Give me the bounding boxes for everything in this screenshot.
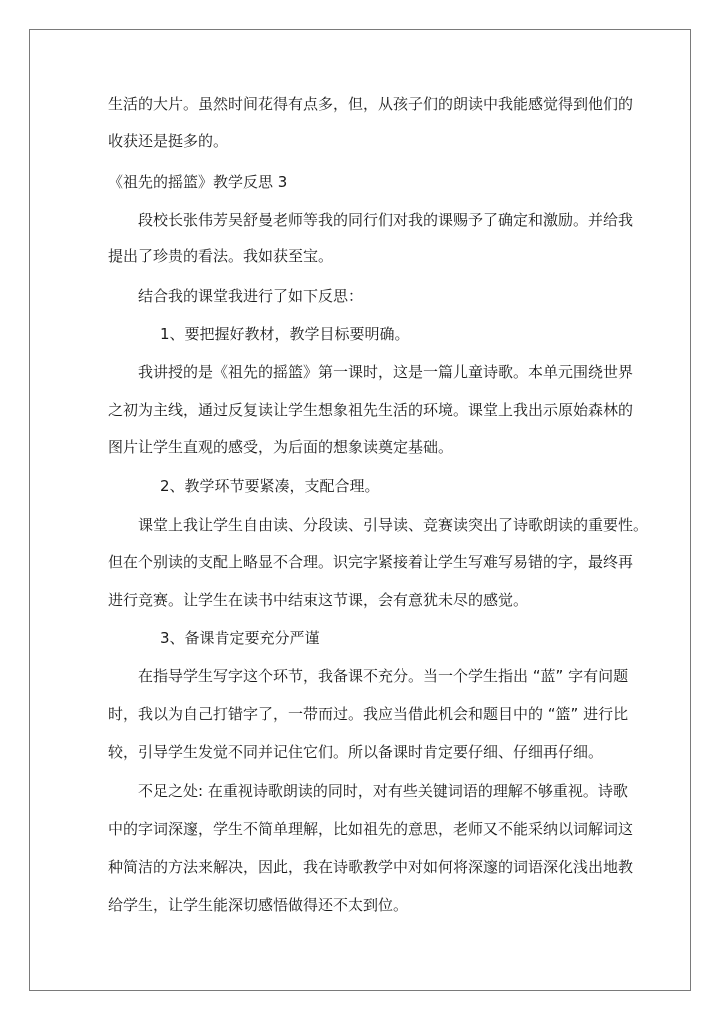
list-heading: 3、备课肯定要充分严谨: [160, 629, 320, 647]
text-line: 给学生，让学生能深切感悟做得还不太到位。: [108, 896, 409, 914]
text-line: 生活的大片。虽然时间花得有点多，但，从孩子们的朗读中我能感觉得到他们的: [108, 95, 634, 113]
text-line: 收获还是挺多的。: [108, 132, 229, 150]
text-line: 图片让学生直观的感受，为后面的想象读奠定基础。: [108, 438, 454, 456]
text-line: 较，引导学生发觉不同并记住它们。所以备课时肯定要仔细、仔细再仔细。: [108, 743, 604, 761]
text-line: 提出了珍贵的看法。我如获至宝。: [108, 247, 334, 265]
text-line: 中的字词深邃，学生不简单理解，比如祖先的意思，老师又不能采纳以词解词这: [108, 820, 634, 838]
text-line: 段校长张伟芳吴舒曼老师等我的同行们对我的课赐予了确定和激励。并给我: [138, 211, 634, 229]
text-line: 之初为主线，通过反复读让学生想象祖先生活的环境。课堂上我出示原始森林的: [108, 401, 634, 419]
text-line: 进行竞赛。让学生在读书中结束这节课，会有意犹未尽的感觉。: [108, 591, 529, 609]
text-line: 在指导学生写字这个环节，我备课不充分。当一个学生指出 “蓝” 字有问题: [138, 667, 629, 685]
text-line: 课堂上我让学生自由读、分段读、引导读、竞赛读突出了诗歌朗读的重要性。: [138, 516, 649, 534]
list-heading: 2、教学环节要紧凑，支配合理。: [160, 477, 380, 495]
text-line: 但在个别读的支配上略显不合理。识完字紧接着让学生写难写易错的字，最终再: [108, 553, 634, 571]
text-line: 我讲授的是《祖先的摇篮》第一课时，这是一篇儿童诗歌。本单元围绕世界: [138, 363, 634, 381]
text-line: 不足之处: 在重视诗歌朗读的同时，对有些关键词语的理解不够重视。诗歌: [138, 782, 628, 800]
section-title: 《祖先的摇篮》教学反思 3: [108, 173, 288, 191]
text-line: 时，我以为自己打错字了，一带而过。我应当借此机会和题目中的 “篮” 进行比: [108, 705, 629, 723]
text-line: 种简洁的方法来解决，因此，我在诗歌教学中对如何将深邃的词语深化浅出地教: [108, 858, 634, 876]
text-line: 结合我的课堂我进行了如下反思：: [138, 287, 364, 305]
list-heading: 1、要把握好教材，教学目标要明确。: [160, 325, 410, 343]
